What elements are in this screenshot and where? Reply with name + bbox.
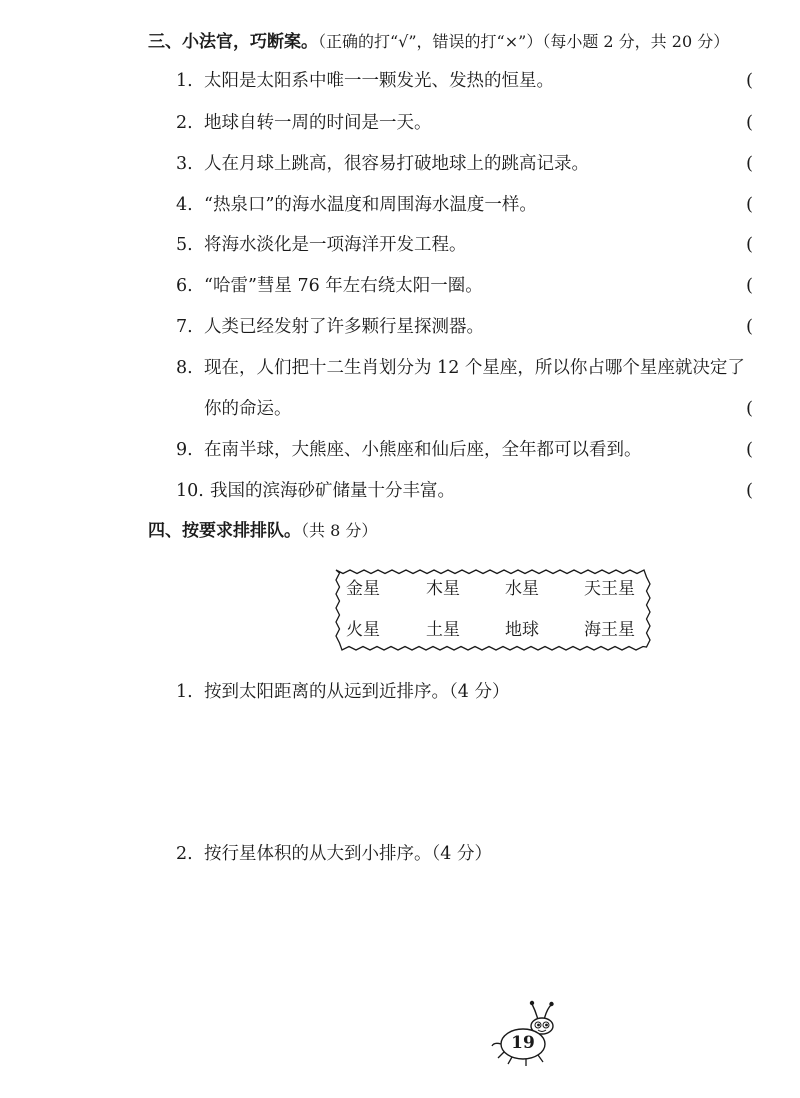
- question-text: 将海水淡化是一项海洋开发工程。: [204, 235, 467, 255]
- question-number: 9.: [176, 440, 193, 460]
- planet-label: 土星: [426, 620, 460, 640]
- answer-bracket[interactable]: (: [746, 194, 754, 215]
- planet-label: 水星: [505, 579, 539, 599]
- section4-title: [148, 519, 377, 543]
- answer-bracket[interactable]: (: [746, 398, 754, 419]
- true-false-question: [176, 150, 800, 178]
- true-false-question: [176, 191, 800, 219]
- section3-title: [148, 30, 729, 54]
- answer-bracket[interactable]: (: [746, 439, 754, 460]
- question-text: 在南半球，大熊座、小熊座和仙后座，全年都可以看到。: [204, 440, 642, 460]
- question-number: 3.: [176, 154, 193, 174]
- planet-label: 天王星: [584, 579, 635, 599]
- planet-label: 木星: [426, 579, 460, 599]
- answer-bracket[interactable]: (: [746, 480, 754, 501]
- answer-bracket[interactable]: (: [746, 70, 754, 91]
- page-number: 19: [511, 1033, 535, 1053]
- question-number: 4.: [176, 195, 193, 215]
- true-false-question: [176, 477, 800, 505]
- question-number: 5.: [176, 235, 193, 255]
- section4-instructions: （共 8 分）: [301, 521, 378, 540]
- question-number: 10.: [176, 481, 204, 501]
- answer-bracket-row: [176, 395, 800, 423]
- answer-bracket[interactable]: (: [746, 316, 754, 337]
- question-number: 1.: [176, 71, 193, 91]
- true-false-question: [176, 354, 800, 382]
- question-text: 按到太阳距离的从远到近排序。（4 分）: [204, 682, 510, 702]
- answer-bracket[interactable]: (: [746, 234, 754, 255]
- true-false-question: [176, 109, 800, 137]
- question-text: 我国的滨海砂矿储量十分丰富。: [210, 481, 455, 501]
- question-number: 2.: [176, 113, 193, 133]
- question-text: 人在月球上跳高，很容易打破地球上的跳高记录。: [204, 154, 589, 174]
- answer-bracket[interactable]: (: [746, 275, 754, 296]
- planet-word-box: [332, 566, 654, 654]
- true-false-question: [176, 67, 800, 95]
- question-number: 7.: [176, 317, 193, 337]
- answer-bracket[interactable]: (: [746, 112, 754, 133]
- answer-bracket[interactable]: (: [746, 153, 754, 174]
- planet-label: 海王星: [584, 620, 635, 640]
- planet-label: 火星: [346, 620, 380, 640]
- section3-instructions: （正确的打“√”，错误的打“×”）（每小题 2 分，共 20 分）: [318, 32, 730, 51]
- question-text: “热泉口”的海水温度和周围海水温度一样。: [204, 195, 537, 215]
- question-text: 人类已经发射了许多颗行星探测器。: [204, 317, 484, 337]
- true-false-question: [176, 272, 800, 300]
- question-text: 现在，人们把十二生肖划分为 12 个星座，所以你占哪个星座就决定了: [204, 358, 745, 378]
- question-text: 按行星体积的从大到小排序。（4 分）: [204, 844, 492, 864]
- planet-label: 地球: [505, 620, 539, 640]
- question-number: 8.: [176, 358, 193, 378]
- question-text: 太阳是太阳系中唯一一颗发光、发热的恒星。: [204, 71, 554, 91]
- question-text: “哈雷”彗星 76 年左右绕太阳一圈。: [204, 276, 483, 296]
- section4-title-main: 四、按要求排排队。: [148, 521, 301, 541]
- true-false-question: [176, 436, 800, 464]
- true-false-question: [176, 313, 800, 341]
- question-number: 6.: [176, 276, 193, 296]
- question-number: 1.: [176, 682, 193, 702]
- question-number: 2.: [176, 844, 193, 864]
- ordering-question: [176, 840, 492, 868]
- section3-title-main: 三、小法官，巧断案。: [148, 32, 318, 52]
- question-text: 地球自转一周的时间是一天。: [204, 113, 432, 133]
- true-false-question: [176, 231, 800, 259]
- question-text-continuation: 你的命运。: [204, 399, 292, 419]
- planet-label: 金星: [346, 579, 380, 599]
- ordering-question: [176, 678, 509, 706]
